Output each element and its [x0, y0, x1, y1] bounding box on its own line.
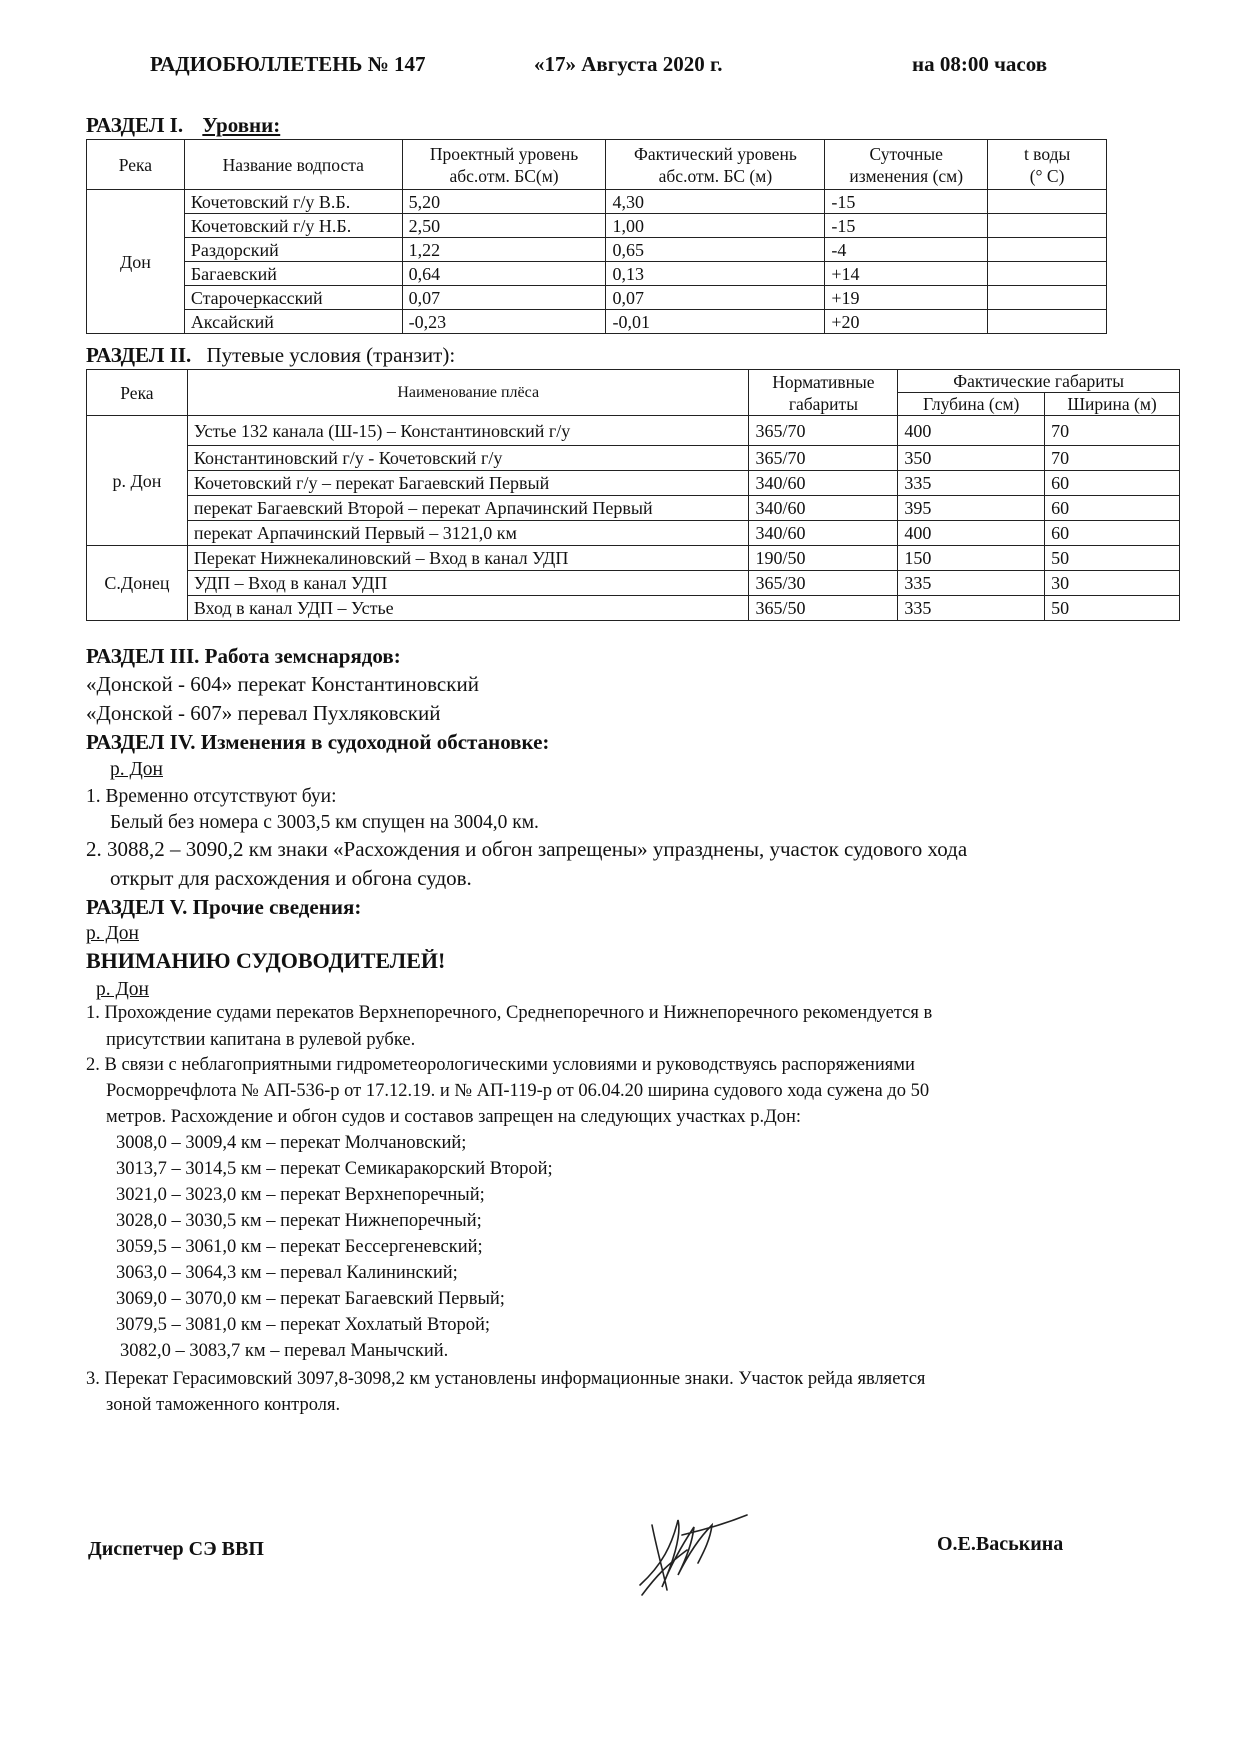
actual-level: 4,30	[606, 190, 825, 214]
depth-value: 335	[898, 596, 1045, 621]
stretch-name: перекат Багаевский Второй – перекат Арпачинский Первый	[187, 496, 749, 521]
table-row	[87, 446, 1180, 471]
table-row	[87, 416, 1180, 446]
section3-title: РАЗДЕЛ III. Работа земснарядов:	[86, 644, 401, 668]
actual-level: -0,01	[606, 310, 825, 334]
table-row	[87, 238, 1107, 262]
width-value: 60	[1045, 521, 1180, 546]
water-temp	[988, 238, 1107, 262]
table-row	[87, 310, 1107, 334]
bulletin-time: на 08:00 часов	[912, 52, 1048, 76]
daily-change: +19	[825, 286, 988, 310]
col-river: Река	[87, 370, 188, 416]
section4-item1-detail: Белый без номера с 3003,5 км спущен на 3004,0 км.	[110, 812, 539, 833]
river-cell: Дон	[87, 190, 185, 334]
daily-change: -15	[825, 190, 988, 214]
norm-dims: 190/50	[749, 546, 898, 571]
depth-value: 400	[898, 521, 1045, 546]
section4-river: р. Дон	[110, 759, 163, 780]
project-level: 2,50	[402, 214, 606, 238]
depth-value: 350	[898, 446, 1045, 471]
norm-dims: 365/50	[749, 596, 898, 621]
col-width: Ширина (м)	[1045, 393, 1180, 416]
norm-dims: 365/70	[749, 416, 898, 446]
table-row	[87, 521, 1180, 546]
water-temp	[988, 190, 1107, 214]
stretch-name: Константиновский г/у - Кочетовский г/у	[187, 446, 749, 471]
post-name: Багаевский	[184, 262, 402, 286]
section4-item2-line2: открыт для расхождения и обгона судов.	[110, 866, 472, 890]
table-row	[87, 546, 1180, 571]
table-row	[87, 214, 1107, 238]
water-temp	[988, 214, 1107, 238]
signature	[612, 1505, 762, 1610]
table-row	[87, 190, 1107, 214]
river-cell: С.Донец	[87, 546, 188, 621]
restricted-section: 3082,0 – 3083,7 км – перевал Манычский.	[120, 1341, 449, 1361]
levels-header-row	[87, 140, 1107, 190]
project-level: 1,22	[402, 238, 606, 262]
table-row	[87, 496, 1180, 521]
post-name: Аксайский	[184, 310, 402, 334]
daily-change: +20	[825, 310, 988, 334]
section5-river: р. Дон	[86, 923, 139, 944]
daily-change: -4	[825, 238, 988, 262]
stretch-name: Перекат Нижнекалиновский – Вход в канал УДП	[187, 546, 749, 571]
attention-item3-line2: зоной таможенного контроля.	[106, 1395, 341, 1415]
dispatcher-name: О.Е.Васькина	[937, 1533, 1064, 1555]
section4-item2-line1: 2. 3088,2 – 3090,2 км знаки «Расхождения и обгон запрещены» упразднены, участок судового хода	[86, 837, 968, 861]
transit-table	[86, 369, 1180, 621]
norm-dims: 365/70	[749, 446, 898, 471]
water-temp	[988, 262, 1107, 286]
stretch-name: Устье 132 канала (Ш-15) – Константиновский г/у	[187, 416, 749, 446]
bulletin-date: «17» Августа 2020 г.	[534, 52, 723, 76]
col-stretch: Наименование плёса	[187, 370, 749, 416]
width-value: 50	[1045, 546, 1180, 571]
col-project-level: Проектный уровень абс.отм. БС(м)	[402, 140, 606, 190]
transit-header-row	[87, 370, 1180, 393]
restricted-section: 3021,0 – 3023,0 км – перекат Верхнепоречный;	[116, 1185, 485, 1205]
depth-value: 400	[898, 416, 1045, 446]
dispatcher-position: Диспетчер СЭ ВВП	[88, 1538, 264, 1560]
attention-item2-line3: метров. Расхождение и обгон судов и составов запрещен на следующих участках р.Дон:	[106, 1107, 802, 1127]
bulletin-number: РАДИОБЮЛЛЕТЕНЬ № 147	[150, 52, 426, 76]
restricted-section: 3079,5 – 3081,0 км – перекат Хохлатый Второй;	[116, 1315, 491, 1335]
depth-value: 395	[898, 496, 1045, 521]
attention-item1-line1: 1. Прохождение судами перекатов Верхнепоречного, Среднепоречного и Нижнепоречного рекомендуется в	[86, 1003, 933, 1023]
project-level: -0,23	[402, 310, 606, 334]
daily-change: -15	[825, 214, 988, 238]
col-post: Название водпоста	[184, 140, 402, 190]
norm-dims: 340/60	[749, 521, 898, 546]
project-level: 0,07	[402, 286, 606, 310]
dredger-line: «Донской - 604» перекат Константиновский	[86, 672, 479, 696]
section4-title: РАЗДЕЛ IV. Изменения в судоходной обстановке:	[86, 730, 550, 754]
daily-change: +14	[825, 262, 988, 286]
width-value: 50	[1045, 596, 1180, 621]
actual-level: 0,07	[606, 286, 825, 310]
project-level: 5,20	[402, 190, 606, 214]
width-value: 70	[1045, 416, 1180, 446]
restricted-section: 3059,5 – 3061,0 км – перекат Бессергеневский;	[116, 1237, 483, 1257]
norm-dims: 340/60	[749, 496, 898, 521]
width-value: 60	[1045, 471, 1180, 496]
restricted-section: 3028,0 – 3030,5 км – перекат Нижнепоречный;	[116, 1211, 482, 1231]
col-water-temp: t воды (° С)	[988, 140, 1107, 190]
col-depth: Глубина (см)	[898, 393, 1045, 416]
table-row	[87, 571, 1180, 596]
post-name: Кочетовский г/у Н.Б.	[184, 214, 402, 238]
attention-item2-line1: 2. В связи с неблагоприятными гидрометеорологическими условиями и руководствуясь распоряжениями	[86, 1055, 915, 1075]
table-row	[87, 471, 1180, 496]
section2-heading	[86, 343, 455, 368]
restricted-section: 3069,0 – 3070,0 км – перекат Багаевский Первый;	[116, 1289, 505, 1309]
stretch-name: Вход в канал УДП – Устье	[187, 596, 749, 621]
river-cell: р. Дон	[87, 416, 188, 546]
table-row	[87, 596, 1180, 621]
width-value: 70	[1045, 446, 1180, 471]
depth-value: 335	[898, 571, 1045, 596]
project-level: 0,64	[402, 262, 606, 286]
dredger-line: «Донской - 607» перевал Пухляковский	[86, 701, 441, 725]
width-value: 60	[1045, 496, 1180, 521]
restricted-section: 3008,0 – 3009,4 км – перекат Молчановский;	[116, 1133, 467, 1153]
post-name: Старочеркасский	[184, 286, 402, 310]
levels-table	[86, 139, 1107, 334]
depth-value: 335	[898, 471, 1045, 496]
restricted-section: 3063,0 – 3064,3 км – перевал Калининский;	[116, 1263, 458, 1283]
depth-value: 150	[898, 546, 1045, 571]
post-name: Раздорский	[184, 238, 402, 262]
restricted-section: 3013,7 – 3014,5 км – перекат Семикаракорский Второй;	[116, 1159, 553, 1179]
col-normative: Нормативные габариты	[749, 370, 898, 416]
attention-item3-line1: 3. Перекат Герасимовский 3097,8-3098,2 км установлены информационные знаки. Участок рейда является	[86, 1369, 926, 1389]
attention-title: ВНИМАНИЮ СУДОВОДИТЕЛЕЙ!	[86, 948, 446, 973]
post-name: Кочетовский г/у В.Б.	[184, 190, 402, 214]
table-row	[87, 262, 1107, 286]
col-daily-change: Суточные изменения (см)	[825, 140, 988, 190]
water-temp	[988, 310, 1107, 334]
section4-item1: 1. Временно отсутствуют буи:	[86, 786, 337, 807]
stretch-name: перекат Арпачинский Первый – 3121,0 км	[187, 521, 749, 546]
signature-scribble	[612, 1505, 762, 1605]
attention-item1-line2: присутствии капитана в рулевой рубке.	[106, 1030, 416, 1050]
table-row	[87, 286, 1107, 310]
actual-level: 1,00	[606, 214, 825, 238]
section1-title: РАЗДЕЛ I.	[86, 113, 184, 137]
attention-river: р. Дон	[96, 979, 149, 1000]
section2-subtitle: Путевые условия (транзит):	[206, 343, 456, 367]
norm-dims: 365/30	[749, 571, 898, 596]
col-river: Река	[87, 140, 185, 190]
section5-title: РАЗДЕЛ V. Прочие сведения:	[86, 895, 362, 919]
actual-level: 0,65	[606, 238, 825, 262]
section2-title: РАЗДЕЛ II.	[86, 343, 192, 367]
stretch-name: Кочетовский г/у – перекат Багаевский Первый	[187, 471, 749, 496]
water-temp	[988, 286, 1107, 310]
attention-item2-line2: Росморречфлота № АП-536-р от 17.12.19. и № АП-119-р от 06.04.20 ширина судового хода сужена до 50	[106, 1081, 930, 1101]
section1-heading	[86, 113, 280, 138]
col-actual-dimensions: Фактические габариты	[898, 370, 1180, 393]
norm-dims: 340/60	[749, 471, 898, 496]
section1-subtitle: Уровни:	[202, 113, 281, 137]
stretch-name: УДП – Вход в канал УДП	[187, 571, 749, 596]
width-value: 30	[1045, 571, 1180, 596]
actual-level: 0,13	[606, 262, 825, 286]
col-actual-level: Фактический уровень абс.отм. БС (м)	[606, 140, 825, 190]
